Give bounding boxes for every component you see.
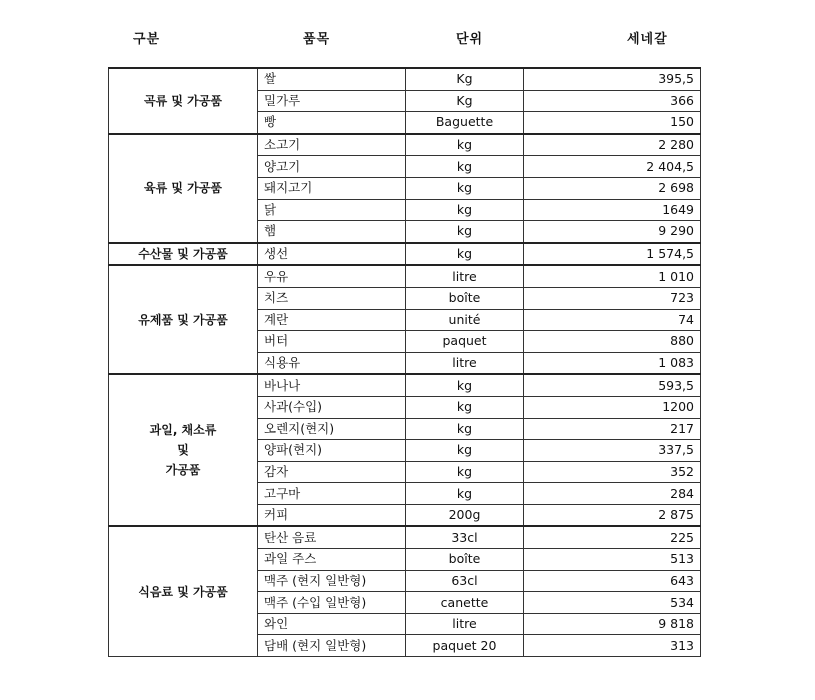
price-cell: 1 574,5 [524,243,701,266]
unit-cell: Baguette [406,112,524,134]
item-cell: 담배 (현지 일반형) [258,635,406,657]
price-cell: 225 [524,526,701,548]
unit-cell: paquet [406,331,524,353]
category-cell [109,243,258,266]
unit-cell: Kg [406,68,524,90]
unit-cell: paquet 20 [406,635,524,657]
table-row [109,526,701,548]
price-cell: 150 [524,112,701,134]
unit-cell: kg [406,461,524,483]
unit-cell: kg [406,177,524,199]
category-label: 곡류 및 가공품 [144,93,222,108]
unit-cell: kg [406,483,524,505]
table-row [109,134,701,156]
item-cell: 닭 [258,199,406,221]
item-cell: 밀가루 [258,90,406,112]
unit-cell: unité [406,309,524,331]
item-cell: 빵 [258,112,406,134]
header-unit: 단위 [456,32,484,47]
unit-cell: litre [406,352,524,374]
price-cell: 513 [524,549,701,571]
price-cell: 9 818 [524,613,701,635]
unit-cell: boîte [406,549,524,571]
price-cell: 2 875 [524,504,701,526]
price-cell: 313 [524,635,701,657]
table-row [109,374,701,396]
item-cell: 오렌지(현지) [258,418,406,440]
item-cell: 바나나 [258,374,406,396]
category-label: 수산물 및 가공품 [138,247,228,262]
item-cell: 사과(수입) [258,396,406,418]
item-cell: 양고기 [258,156,406,178]
category-label: 및 [177,443,189,458]
price-cell: 395,5 [524,68,701,90]
unit-cell: 33cl [406,526,524,548]
item-cell: 탄산 음료 [258,526,406,548]
price-cell: 723 [524,287,701,309]
price-cell: 337,5 [524,440,701,462]
unit-cell: litre [406,613,524,635]
category-label: 과일, 채소류 [149,423,217,438]
item-cell: 와인 [258,613,406,635]
price-cell: 366 [524,90,701,112]
unit-cell: 63cl [406,570,524,592]
unit-cell: 200g [406,504,524,526]
item-cell: 고구마 [258,483,406,505]
item-cell: 감자 [258,461,406,483]
item-cell: 맥주 (현지 일반형) [258,570,406,592]
item-cell: 쌀 [258,68,406,90]
item-cell: 소고기 [258,134,406,156]
unit-cell: kg [406,374,524,396]
price-cell: 1 010 [524,265,701,287]
category-label: 식음료 및 가공품 [138,584,228,599]
category-label: 육류 및 가공품 [144,181,222,196]
unit-cell: kg [406,134,524,156]
item-cell: 치즈 [258,287,406,309]
item-cell: 돼지고기 [258,177,406,199]
unit-cell: canette [406,592,524,614]
price-cell: 74 [524,309,701,331]
unit-cell: litre [406,265,524,287]
item-cell: 계란 [258,309,406,331]
category-label: 가공품 [165,463,201,478]
item-cell: 양파(현지) [258,440,406,462]
table-row [109,265,701,287]
item-cell: 우유 [258,265,406,287]
item-cell: 맥주 (수입 일반형) [258,592,406,614]
category-label: 유제품 및 가공품 [138,312,228,327]
unit-cell: kg [406,199,524,221]
price-cell: 593,5 [524,374,701,396]
unit-cell: kg [406,221,524,243]
unit-cell: boîte [406,287,524,309]
table-row [109,68,701,90]
price-cell: 284 [524,483,701,505]
price-table-body [109,68,701,657]
item-cell: 햄 [258,221,406,243]
unit-cell: kg [406,156,524,178]
price-cell: 643 [524,570,701,592]
unit-cell: Kg [406,90,524,112]
item-cell: 버터 [258,331,406,353]
unit-cell: kg [406,243,524,266]
item-cell: 생선 [258,243,406,266]
category-cell [109,68,258,134]
category-cell [109,134,258,243]
price-cell: 352 [524,461,701,483]
price-cell: 2 698 [524,177,701,199]
header-price: 세네갈 [627,32,668,47]
price-cell: 1 083 [524,352,701,374]
category-cell [109,374,258,526]
price-cell: 534 [524,592,701,614]
price-cell: 1649 [524,199,701,221]
category-cell [109,265,258,374]
unit-cell: kg [406,440,524,462]
header-category: 구분 [133,32,161,47]
price-cell: 2 404,5 [524,156,701,178]
item-cell: 커피 [258,504,406,526]
price-cell: 9 290 [524,221,701,243]
unit-cell: kg [406,396,524,418]
price-cell: 217 [524,418,701,440]
price-cell: 1200 [524,396,701,418]
price-cell: 2 280 [524,134,701,156]
item-cell: 식용유 [258,352,406,374]
unit-cell: kg [406,418,524,440]
price-cell: 880 [524,331,701,353]
table-row [109,243,701,266]
price-table [108,67,701,657]
category-cell [109,526,258,656]
item-cell: 과일 주스 [258,549,406,571]
header-item: 품목 [303,32,331,47]
